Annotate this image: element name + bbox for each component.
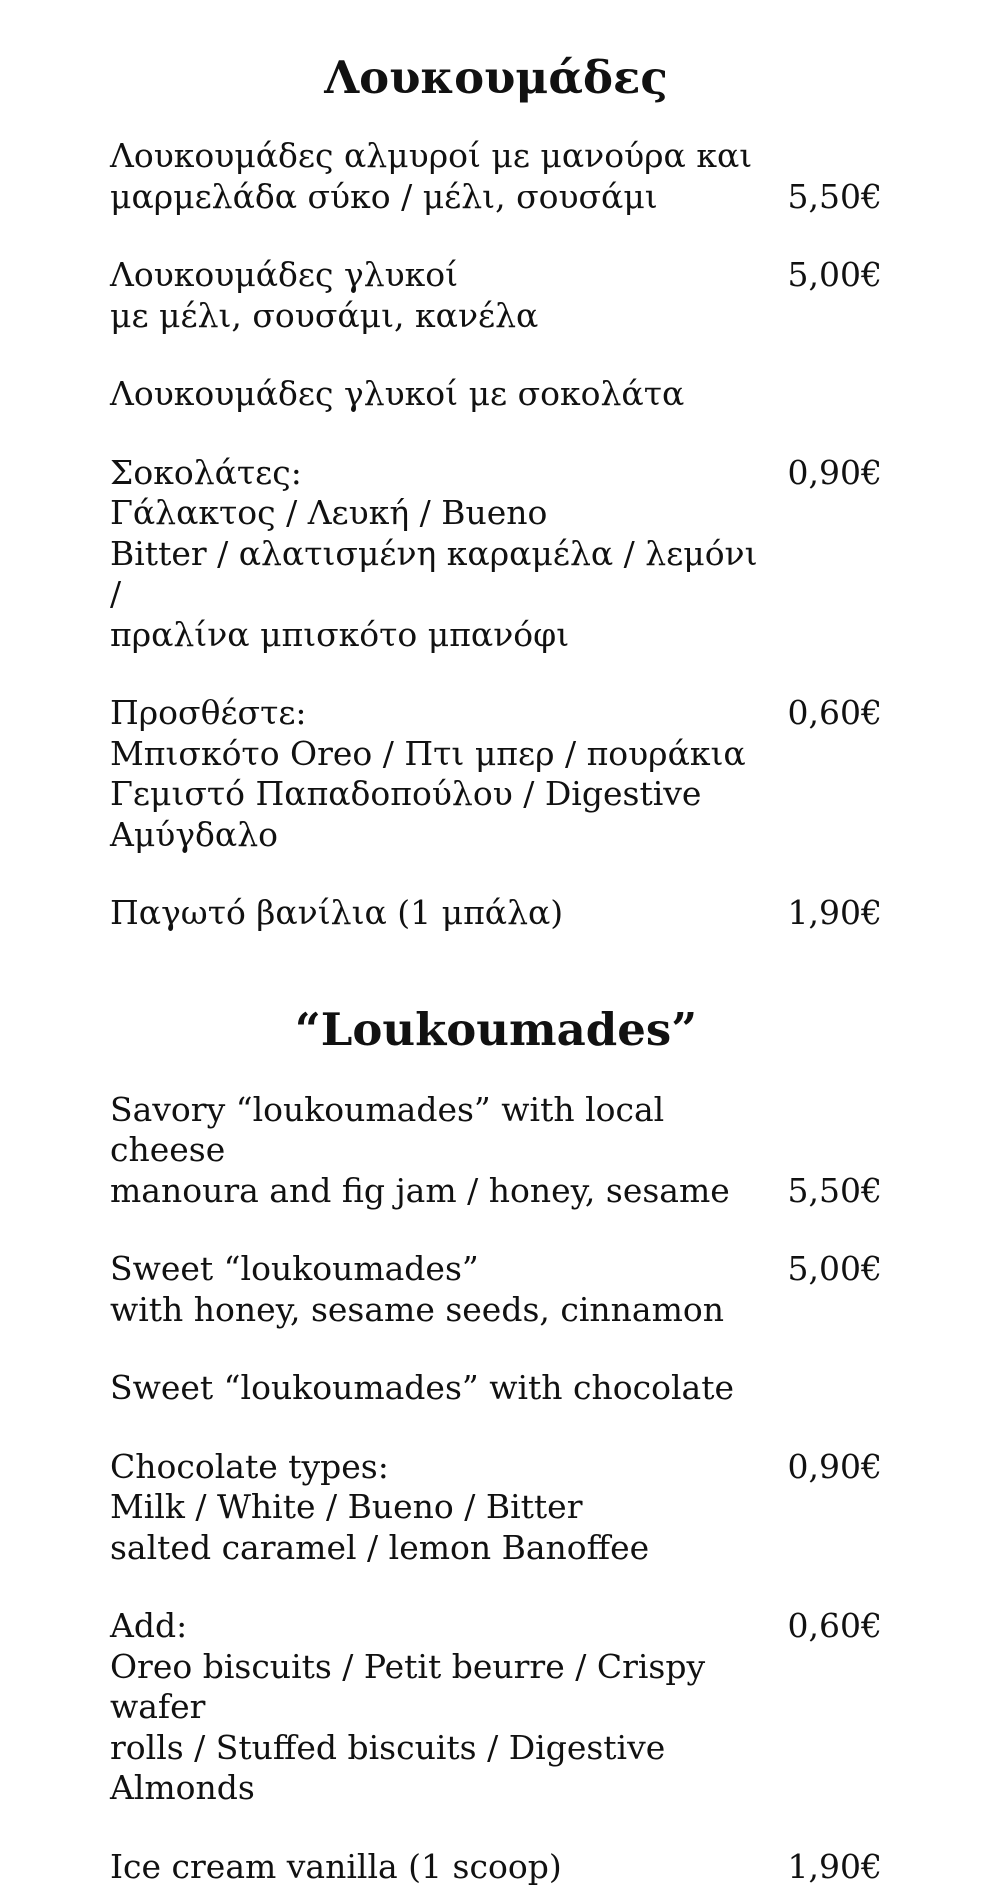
menu-item-sweet-loukoumades-en	[110, 1249, 882, 1330]
menu-item-price: 5,00€	[788, 255, 882, 296]
menu-item-description: Sweet “loukoumades” with chocolate	[110, 1368, 778, 1409]
menu-item-price: 5,50€	[788, 1171, 882, 1212]
greek-section-title: Λουκουμάδες	[110, 48, 882, 108]
menu-item-add-toppings-gr	[110, 693, 882, 855]
menu-item-price: 0,90€	[788, 1447, 882, 1488]
menu-item-description: Προσθέστε: Μπισκότο Oreo / Πτι μπερ / πουράκια Γεμιστό Παπαδοπούλου / Digestive Αμύγδαλο	[110, 693, 778, 855]
menu-item-add-toppings-en	[110, 1606, 882, 1809]
greek-menu-section	[110, 48, 882, 934]
menu-item-chocolate-types-gr	[110, 453, 882, 656]
english-menu-section	[110, 1000, 882, 1887]
menu-item-description: Add: Oreo biscuits / Petit beurre / Crispy wafer rolls / Stuffed biscuits / Digestive Almonds	[110, 1606, 778, 1809]
menu-item-description: Λουκουμάδες γλυκοί με σοκολάτα	[110, 374, 778, 415]
menu-item-price: 1,90€	[788, 1847, 882, 1887]
menu-item-chocolate-loukoumades-en	[110, 1368, 882, 1409]
menu-item-description: Λουκουμάδες αλμυροί με μανούρα και μαρμελάδα σύκο / μέλι, σουσάμι	[110, 136, 778, 217]
menu-item-chocolate-types-en	[110, 1447, 882, 1569]
menu-item-price: 0,60€	[788, 1606, 882, 1647]
menu-item-description: Savory “loukoumades” with local cheese manoura and fig jam / honey, sesame	[110, 1090, 778, 1212]
menu-item-ice-cream-gr	[110, 893, 882, 934]
menu-item-description: Παγωτό βανίλια (1 μπάλα)	[110, 893, 778, 934]
menu-item-price: 1,90€	[788, 893, 882, 934]
menu-item-description: Ice cream vanilla (1 scoop)	[110, 1847, 778, 1887]
english-section-title: “Loukoumades”	[110, 1000, 882, 1060]
menu-item-description: Σοκολάτες: Γάλακτος / Λευκή / Bueno Bitter / αλατισμένη καραμέλα / λεμόνι / πραλίνα μπισκότο μπανόφι	[110, 453, 778, 656]
menu-item-sweet-loukoumades-gr	[110, 255, 882, 336]
menu-item-description: Λουκουμάδες γλυκοί με μέλι, σουσάμι, κανέλα	[110, 255, 778, 336]
menu-item-price: 5,00€	[788, 1249, 882, 1290]
menu-item-price: 5,50€	[788, 177, 882, 218]
menu-item-price: 0,90€	[788, 453, 882, 494]
menu-item-chocolate-loukoumades-gr	[110, 374, 882, 415]
menu-item-ice-cream-en	[110, 1847, 882, 1887]
menu-item-description: Sweet “loukoumades” with honey, sesame seeds, cinnamon	[110, 1249, 778, 1330]
menu-item-savory-loukoumades-en	[110, 1090, 882, 1212]
menu-item-description: Chocolate types: Milk / White / Bueno / Bitter salted caramel / lemon Banoffee	[110, 1447, 778, 1569]
menu-item-price: 0,60€	[788, 693, 882, 734]
menu-item-savory-loukoumades-gr	[110, 136, 882, 217]
